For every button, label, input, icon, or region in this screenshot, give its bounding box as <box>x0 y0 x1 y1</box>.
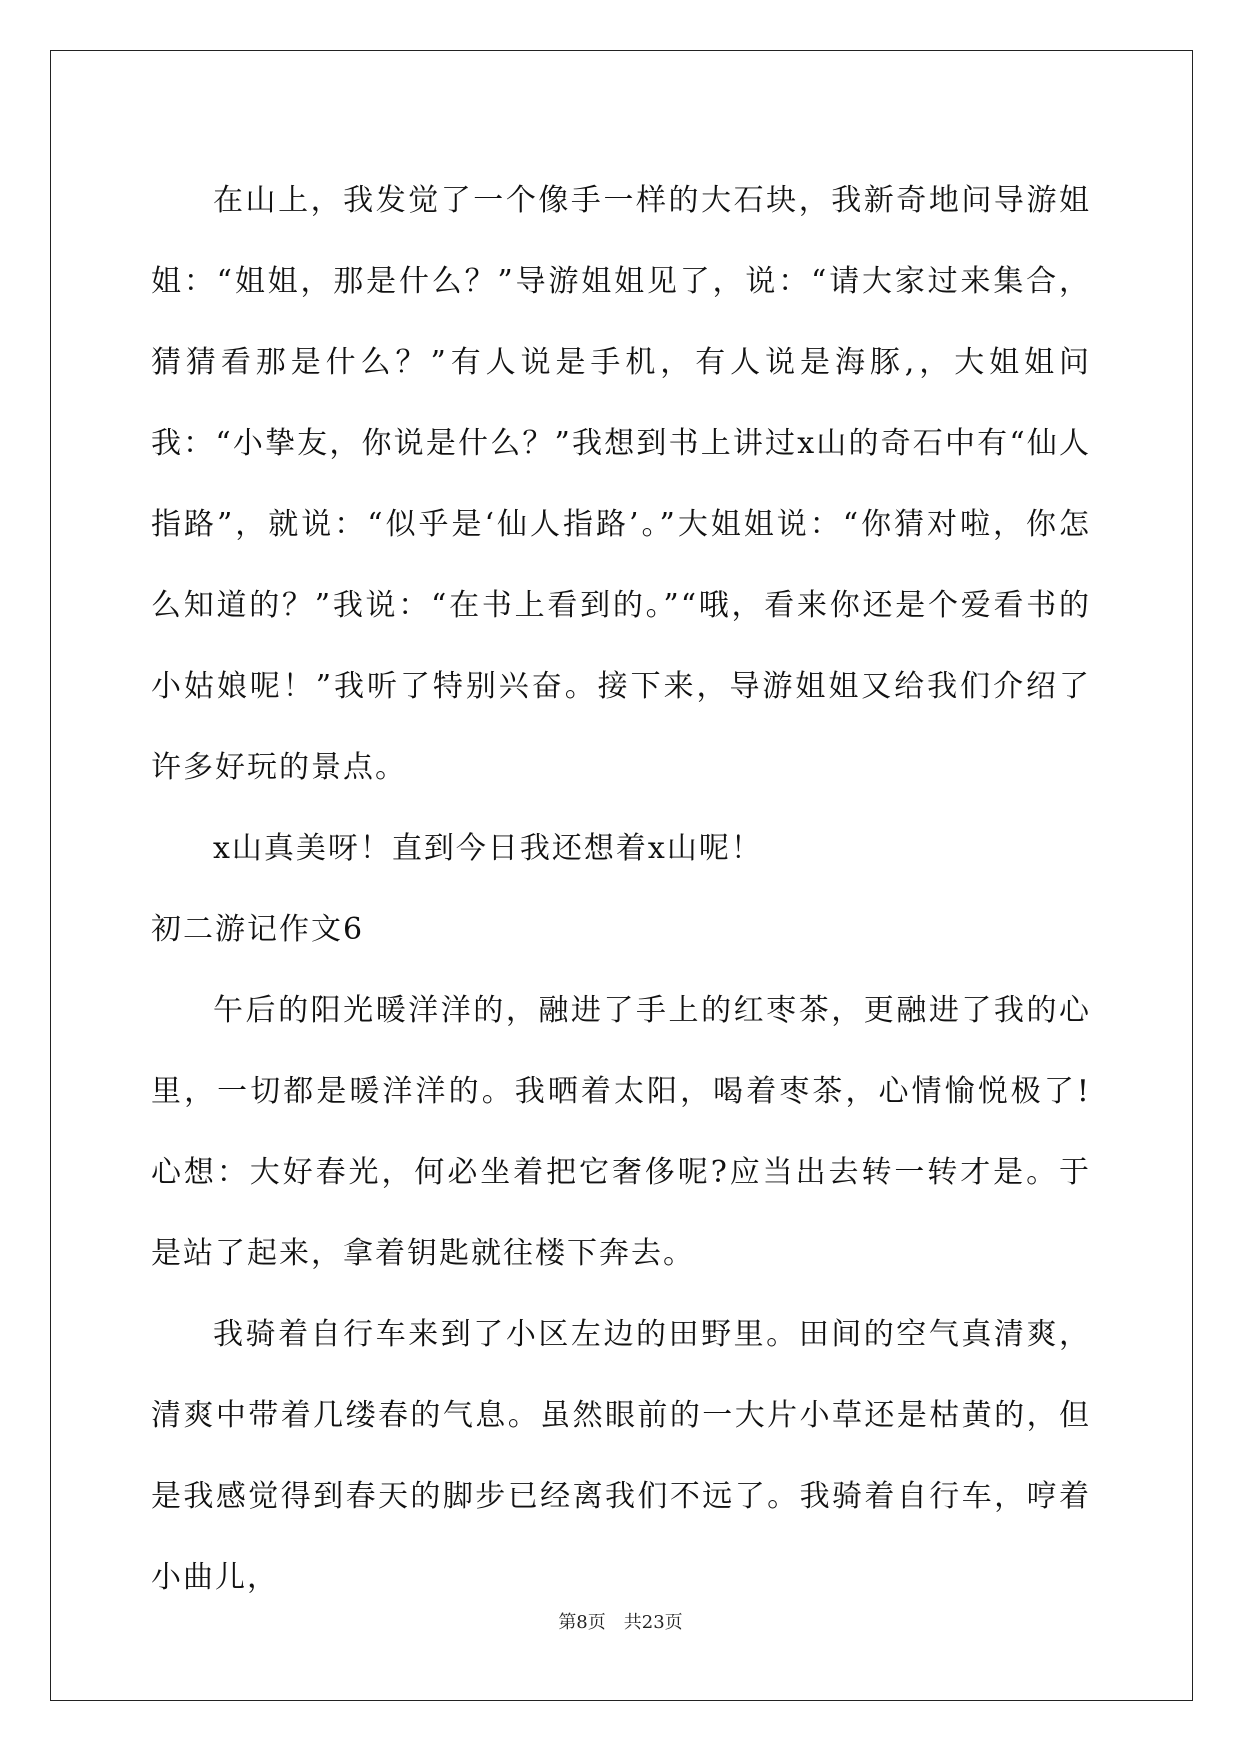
paragraph: 在山上，我发觉了一个像手一样的大石块，我新奇地问导游姐姐：“姐姐，那是什么？”导游姐姐见了，说：“请大家过来集合，猜猜看那是什么？”有人说是手机，有人说是海豚,，大姐姐问我：“小挚友，你说是什么？”我想到书上讲过x山的奇石中有“仙人指路”，就说：“似乎是‘仙人指路’。”大姐姐说：“你猜对啦，你怎么知道的？”我说：“在书上看到的。”“哦，看来你还是个爱看书的小姑娘呢！”我听了特别兴奋。接下来，导游姐姐又给我们介绍了许多好玩的景点。 <box>151 183 1091 785</box>
page-footer: 第8页 共23页 <box>558 1612 683 1633</box>
paragraph: x山真美呀！直到今日我还想着x山呢！ <box>213 831 763 866</box>
document-body <box>151 160 1091 1618</box>
section-title: 初二游记作文6 <box>151 912 365 947</box>
paragraph: 午后的阳光暖洋洋的，融进了手上的红枣茶，更融进了我的心里，一切都是暖洋洋的。我晒着太阳，喝着枣茶，心情愉悦极了!心想：大好春光，何必坐着把它奢侈呢?应当出去转一转才是。于是站了起来，拿着钥匙就往楼下奔去。 <box>151 993 1091 1271</box>
paragraph: 我骑着自行车来到了小区左边的田野里。田间的空气真清爽，清爽中带着几缕春的气息。虽然眼前的一大片小草还是枯黄的，但是我感觉得到春天的脚步已经离我们不远了。我骑着自行车，哼着小曲儿， <box>151 1317 1091 1595</box>
